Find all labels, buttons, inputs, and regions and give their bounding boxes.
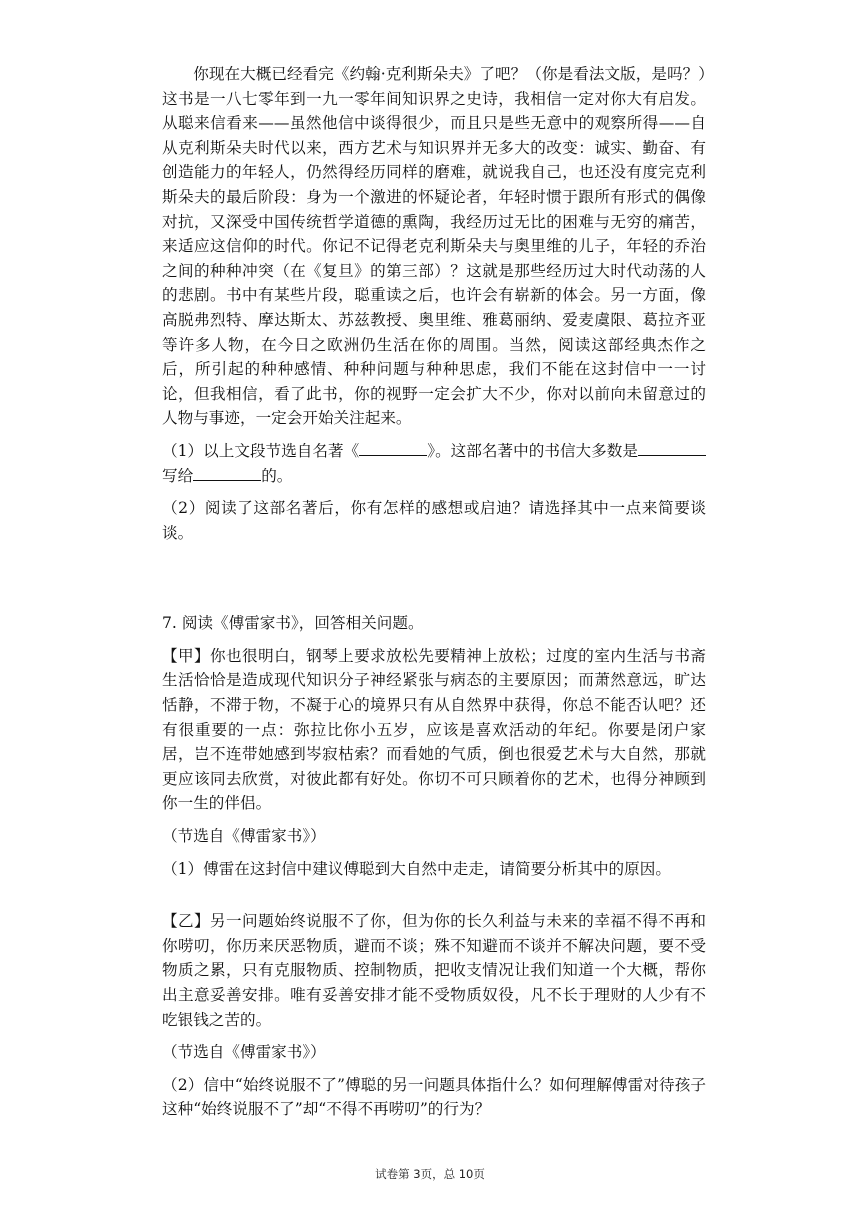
section-7-title: 7. 阅读《傅雷家书》，回答相关问题。 (162, 614, 424, 633)
question-7-1: （1）傅雷在这封信中建议傅聪到大自然中走走，请简要分析其中的原因。 (162, 859, 671, 878)
question-7-2: （2）信中“始终说服不了”傅聪的另一问题具体指什么？如何理解傅雷对待孩子这种“始终说服不了”却“不得不再唠叨”的行为？ (162, 1075, 706, 1119)
answer-blank-recipient[interactable] (193, 466, 261, 481)
question-1-text-c: 写给 (162, 466, 194, 485)
question-1-text-b: 》。这部名著中的书信大多数是 (427, 441, 638, 460)
answer-blank-book-title[interactable] (359, 441, 427, 456)
answer-blank-writer[interactable] (638, 441, 706, 456)
page-footer: 试卷第 3页，总 10页 (375, 1167, 485, 1181)
passage-jia: 【甲】你也很明白，钢琴上要求放松先要精神上放松；过度的室内生活与书斋生活恰恰是造成现代知识分子神经紧张与病态的主要原因；而萧然意远，旷达恬静，不滞于物，不凝于心的境界只有从自然界中获得，你总不能否认吧？还有很重要的一点：弥拉比你小五岁，应该是喜欢活动的年纪。你要是闭户家居，岂不连带她感到岑寂枯索？而看她的气质，倒也很爱艺术与大自然，那就更应该同去欣赏，对彼此都有好处。你切不可只顾着你的艺术，也得分神顾到你一生的伴侣。 (162, 646, 706, 813)
passage-yi-source: （节选自《傅雷家书》） (162, 1043, 326, 1062)
question-1-text-a: （1）以上文段节选自名著《 (162, 441, 360, 460)
question-1 (162, 439, 706, 488)
passage-jia-source: （节选自《傅雷家书》） (162, 827, 326, 846)
passage-intro: 你现在大概已经看完《约翰·克利斯朵夫》了吧？（你是看法文版，是吗？）这书是一八七零年到一九一零年间知识界之史诗，我相信一定对你大有启发。从聪来信看来——虽然他信中谈得很少，而且只是些无意中的观察所得——自从克利斯朵夫时代以来，西方艺术与知识界并无多大的改变：诚实、勤奋、有创造能力的年轻人，仍然得经历同样的磨难，就说我自己，也还没有度完克利斯朵夫的最后阶段：身为一个激进的怀疑论者，年轻时惯于跟所有形式的偶像对抗，又深受中国传统哲学道德的熏陶，我经历过无比的困难与无穷的痛苦，来适应这信仰的时代。你记不记得老克利斯朵夫与奥里维的儿子，年轻的乔治之间的种种冲突（在《复旦》的第三部）？这就是那些经历过大时代动荡的人的悲剧。书中有某些片段，聪重读之后，也许会有崭新的体会。另一方面，像高脱弗烈特、摩达斯太、苏兹教授、奥里维、雅葛丽纳、爱麦虞限、葛拉齐亚等许多人物，在今日之欧洲仍生活在你的周围。当然，阅读这部经典杰作之后，所引起的种种感情、种种问题与种种思虑，我们不能在这封信中一一讨论，但我相信，看了此书，你的视野一定会扩大不少，你对以前向未留意过的人物与事迹，一定会开始关注起来。 (162, 65, 706, 428)
page-content (162, 62, 706, 1122)
question-2: （2）阅读了这部名著后，你有怎样的感想或启迪？请选择其中一点来简要谈谈。 (162, 499, 706, 542)
passage-yi: 【乙】另一问题始终说服不了你，但为你的长久利益与未来的幸福不得不再和你唠叨，你历来厌恶物质，避而不谈；殊不知避而不谈并不解决问题，要不受物质之累，只有克服物质、控制物质，把收支情况让我们知道一个大概，帮你出主意妥善安排。唯有妥善安排才能不受物质奴役，凡不长于理财的人少有不吃银钱之苦的。 (162, 912, 706, 1029)
question-1-text-d: 的。 (261, 466, 293, 485)
